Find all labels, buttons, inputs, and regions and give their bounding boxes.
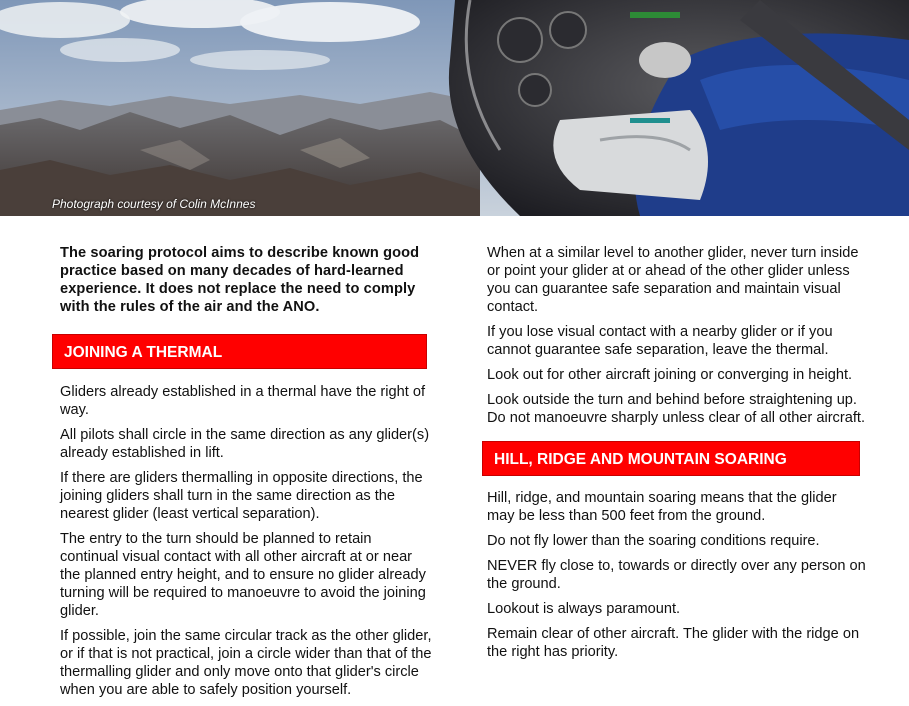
photo-credit: Photograph courtesy of Colin McInnes (52, 197, 256, 211)
joining-paragraph: If possible, join the same circular track as the other glider, or if that is not practical, join a circle wider than that of the thermalling glider and only move onto that glider's circle when you are able to safely position yourself. (60, 628, 432, 698)
right-column (487, 244, 867, 668)
joining-paragraph: If there are gliders thermalling in opposite directions, the joining gliders shall turn in the same direction as the nearest glider (least vertical separation). (60, 470, 423, 522)
left-column (60, 244, 432, 706)
intro-text: The soaring protocol aims to describe known good practice based on many decades of hard-learned experience. It does not replace the need to comply with the rules of the air and the ANO. (60, 245, 420, 315)
hill-paragraph: Remain clear of other aircraft. The glider with the ridge on the right has priority. (487, 626, 860, 660)
hill-paragraph: Hill, ridge, and mountain soaring means that the glider may be less than 500 feet from the ground. (487, 490, 837, 524)
hill-paragraph: NEVER fly close to, towards or directly over any person on the ground. (487, 558, 866, 592)
joining-thermal-heading: JOINING A THERMAL (52, 334, 427, 369)
header-photo (0, 0, 909, 216)
hill-paragraph: Do not fly lower than the soaring conditions require. (487, 533, 820, 549)
joining-paragraph: The entry to the turn should be planned to retain continual visual contact with all other aircraft at or near the planned entry height, and to ensure no glider already turning will be required to manoeuvre to avoid the joining glider. (60, 531, 426, 619)
cockpit-mountain-photo (0, 0, 909, 216)
thermal-paragraph: Look outside the turn and behind before straightening up. Do not manoeuvre sharply unless clear of all other aircraft. (487, 392, 865, 426)
joining-paragraph: Gliders already established in a thermal have the right of way. (60, 384, 426, 418)
thermal-paragraph: When at a similar level to another glider, never turn inside or point your glider at or ahead of the other glider unless you can guarantee safe separation and maintain visual contact. (487, 245, 859, 315)
thermal-paragraph: If you lose visual contact with a nearby glider or if you cannot guarantee safe separation, leave the thermal. (487, 324, 833, 358)
thermal-paragraph: Look out for other aircraft joining or converging in height. (487, 367, 853, 383)
joining-paragraph: All pilots shall circle in the same direction as any glider(s) already established in lift. (60, 427, 430, 461)
hill-ridge-heading: HILL, RIDGE AND MOUNTAIN SOARING (482, 441, 860, 476)
hill-paragraph: Lookout is always paramount. (487, 601, 681, 617)
